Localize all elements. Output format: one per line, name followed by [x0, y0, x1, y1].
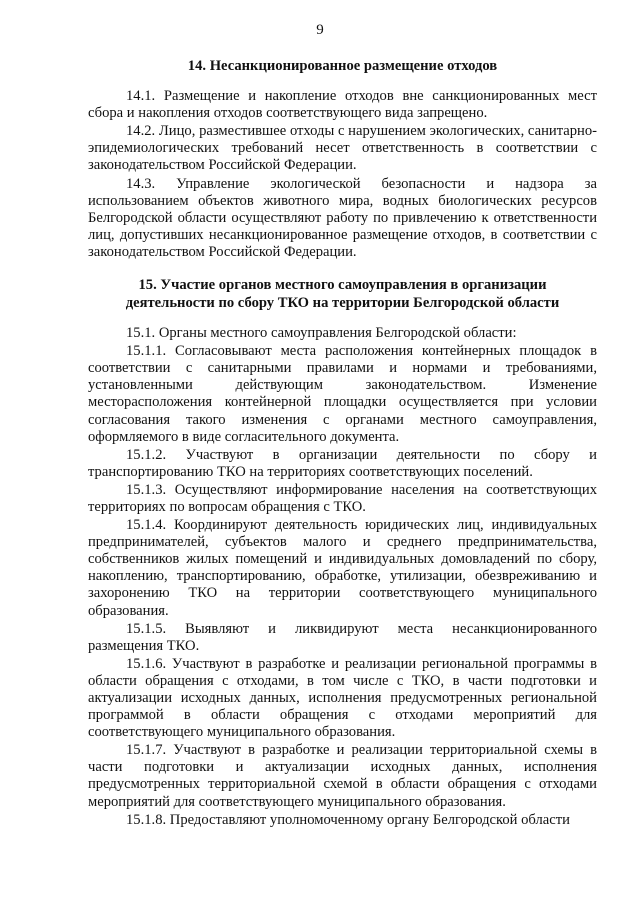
page-number: 9	[316, 22, 324, 38]
paragraph-15-1-6: 15.1.6. Участвуют в разработке и реализации региональной программы в области обращения с отходами, в том числе с ТКО, в части подготовки и актуализации исходных данных, исполнения предусмотренных региональной программой в области обращения с отходами мероприятий для соответствующего муниципального образования.	[88, 655, 597, 741]
paragraph-15-1-8: 15.1.8. Предоставляют уполномоченному органу Белгородской области	[126, 811, 570, 828]
paragraph-15-1-1: 15.1.1. Согласовывают места расположения контейнерных площадок в соответствии с санитарными правилами и нормами и требованиями, установленными действующим законодательством. Изменение месторасположения контейнерной площадки осуществляется при условии согласования такого изменения с органами местного самоуправления, оформляемого в виде согласительного документа.	[88, 343, 597, 445]
paragraph-15-1-3: 15.1.3. Осуществляют информирование населения на соответствующих территориях по вопросам обращения с ТКО.	[88, 481, 597, 515]
section-15-title-line-2: деятельности по сбору ТКО на территории Белгородской области	[125, 295, 560, 312]
paragraph-15-1-4: 15.1.4. Координируют деятельность юридических лиц, индивидуальных предпринимателей, субъектов малого и среднего предпринимательства, собственников жилых помещений и индивидуальных домовладений по сбору, накоплению, транспортированию, обработке, утилизации, обезвреживанию и захоронению ТКО на территории соответствующего муниципального образования.	[88, 517, 597, 619]
section-15-body	[88, 325, 597, 829]
document-body	[88, 58, 597, 829]
paragraph-15-1-5: 15.1.5. Выявляют и ликвидируют места несанкционированного размещения ТКО.	[88, 620, 597, 654]
paragraph-15-1-7: 15.1.7. Участвуют в разработке и реализации территориальной схемы в части подготовки и актуализации исходных данных, исполнения предусмотренных территориальной схемой в области обращения с отходами мероприятий для соответствующего муниципального образования.	[88, 742, 597, 810]
section-15-title	[88, 276, 597, 312]
section-14-title: 14. Несанкционированное размещение отходов	[187, 58, 498, 74]
paragraph-15-1-2: 15.1.2. Участвуют в организации деятельности по сбору и транспортированию ТКО на территориях соответствующих поселений.	[88, 446, 597, 480]
paragraph-15-1: 15.1. Органы местного самоуправления Белгородской области:	[126, 325, 517, 342]
paragraph-14-2: 14.2. Лицо, разместившее отходы с нарушением экологических, санитарно-эпидемиологических требований несет ответственность в соответствии с законодательством Российской Федерации.	[88, 123, 597, 174]
paragraph-14-1: 14.1. Размещение и накопление отходов вне санкционированных мест сбора и накопления отходов соответствующего вида запрещено.	[88, 88, 597, 122]
section-15-title-line-1: 15. Участие органов местного самоуправления в организации	[138, 277, 547, 294]
paragraph-14-3: 14.3. Управление экологической безопасности и надзора за использованием объектов животного мира, водных биологических ресурсов Белгородской области осуществляют работу по привлечению к ответственности лиц, допустивших несанкционированное размещение отходов, в соответствии с законодательством Российской Федерации.	[88, 175, 597, 260]
section-14-body	[88, 88, 597, 261]
